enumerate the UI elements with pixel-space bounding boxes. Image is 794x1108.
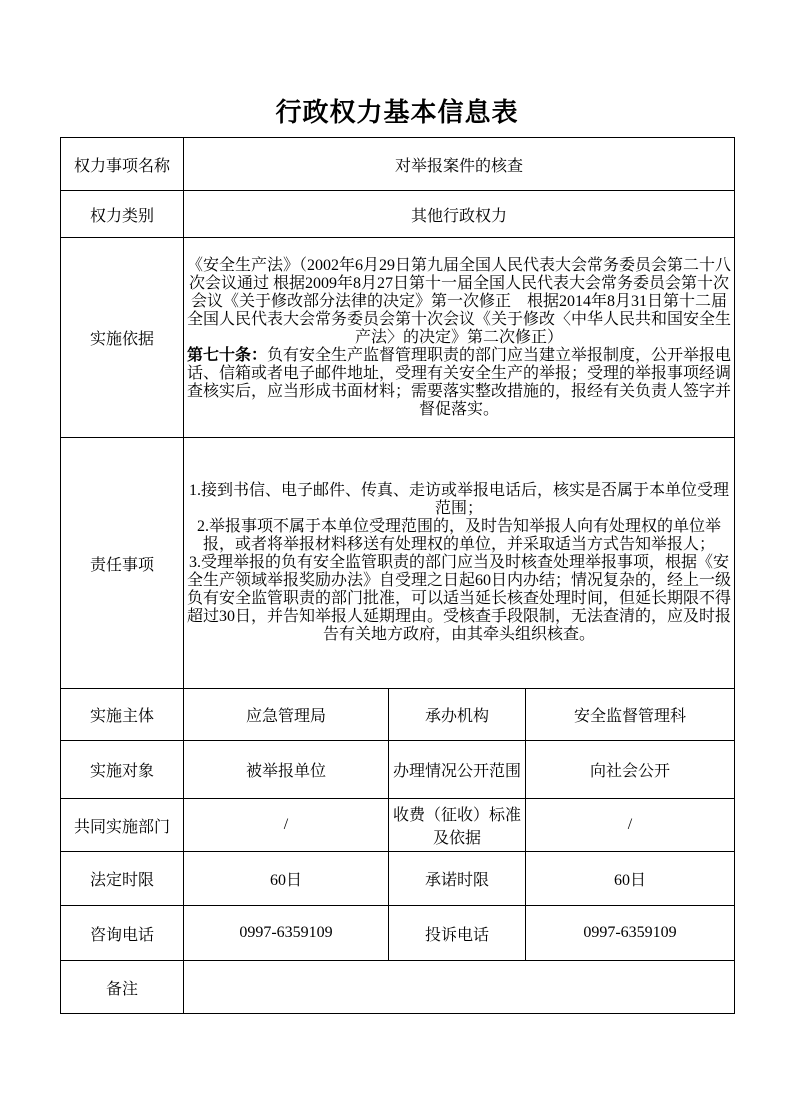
field-label-fee-standard: 收费（征收）标准及依据	[389, 799, 526, 852]
field-value-remark	[184, 961, 735, 1014]
legal-basis-article	[187, 347, 731, 419]
field-label-power-type: 权力类别	[61, 191, 184, 238]
field-label-implementer: 实施主体	[61, 689, 184, 741]
field-value-power-type: 其他行政权力	[184, 191, 735, 238]
table-row-item-name	[61, 138, 735, 191]
table-row-legal-basis	[61, 238, 735, 438]
article-text: 负有安全生产监督管理职责的部门应当建立举报制度，公开举报电话、信箱或者电子邮件地址，受理有关安全生产的举报；受理的举报事项经调查核实后，应当形成书面材料；需要落实整改措施的，报经有关负责人签字并督促落实。	[187, 346, 732, 418]
table-row-co-implementer	[61, 799, 735, 852]
responsibility-item: 2.举报事项不属于本单位受理范围的，及时告知举报人向有处理权的单位举报，或者将举报材料移送有处理权的单位，并采取适当方式告知举报人；	[197, 518, 722, 553]
table-row-target	[61, 741, 735, 799]
field-label-legal-basis: 实施依据	[61, 238, 184, 438]
page-title: 行政权力基本信息表	[275, 98, 519, 127]
field-value-legal-basis	[184, 238, 735, 438]
field-value-target: 被举报单位	[184, 741, 389, 799]
field-value-consult-phone: 0997-6359109	[184, 906, 389, 961]
field-value-undertaker: 安全监督管理科	[526, 689, 735, 741]
field-value-legal-limit: 60日	[184, 852, 389, 906]
field-label-legal-limit: 法定时限	[61, 852, 184, 906]
table-row-phones	[61, 906, 735, 961]
field-value-responsibilities	[184, 438, 735, 689]
field-label-co-implementer: 共同实施部门	[61, 799, 184, 852]
field-value-disclosure: 向社会公开	[526, 741, 735, 799]
field-label-complaint-phone: 投诉电话	[389, 906, 526, 961]
responsibility-item: 3.受理举报的负有安全监管职责的部门应当及时核查处理举报事项，根据《安全生产领域举报奖励办法》自受理之日起60日内办结；情况复杂的，经上一级负有安全监管职责的部门批准，可以适当延长核查处理时间，但延长期限不得超过30日，并告知举报人延期理由。受核查手段限制，无法查清的，应及时报告有关地方政府，由其牵头组织核查。	[187, 554, 732, 643]
field-label-disclosure: 办理情况公开范围	[389, 741, 526, 799]
responsibility-item: 1.接到书信、电子邮件、传真、走访或举报电话后，核实是否属于本单位受理范围；	[189, 482, 730, 517]
field-value-complaint-phone: 0997-6359109	[526, 906, 735, 961]
field-label-responsibilities: 责任事项	[61, 438, 184, 689]
table-row-time-limit	[61, 852, 735, 906]
table-row-responsibilities	[61, 438, 735, 689]
field-label-consult-phone: 咨询电话	[61, 906, 184, 961]
table-row-power-type	[61, 191, 735, 238]
table-row-implementer	[61, 689, 735, 741]
article-number: 第七十条：	[187, 346, 268, 364]
legal-basis-citation: 《安全生产法》（2002年6月29日第九届全国人民代表大会常务委员会第二十八次会议通过 根据2009年8月27日第十一届全国人民代表大会常务委员会第十次会议《关于修改部分法律的决定》第一次修正 根据2014年8月31日第十二届全国人民代表大会常务委员会第十次会议《关于修改〈中华人民共和国安全生产法〉的决定》第二次修正）	[187, 256, 732, 346]
field-value-item-name: 对举报案件的核查	[184, 138, 735, 191]
field-value-fee-standard: /	[526, 799, 735, 852]
field-label-undertaker: 承办机构	[389, 689, 526, 741]
table-row-remark	[61, 961, 735, 1014]
power-info-table	[60, 137, 735, 1014]
field-value-implementer: 应急管理局	[184, 689, 389, 741]
field-label-remark: 备注	[61, 961, 184, 1014]
field-label-target: 实施对象	[61, 741, 184, 799]
field-value-promised-limit: 60日	[526, 852, 735, 906]
field-label-item-name: 权力事项名称	[61, 138, 184, 191]
field-value-co-implementer: /	[184, 799, 389, 852]
field-label-promised-limit: 承诺时限	[389, 852, 526, 906]
